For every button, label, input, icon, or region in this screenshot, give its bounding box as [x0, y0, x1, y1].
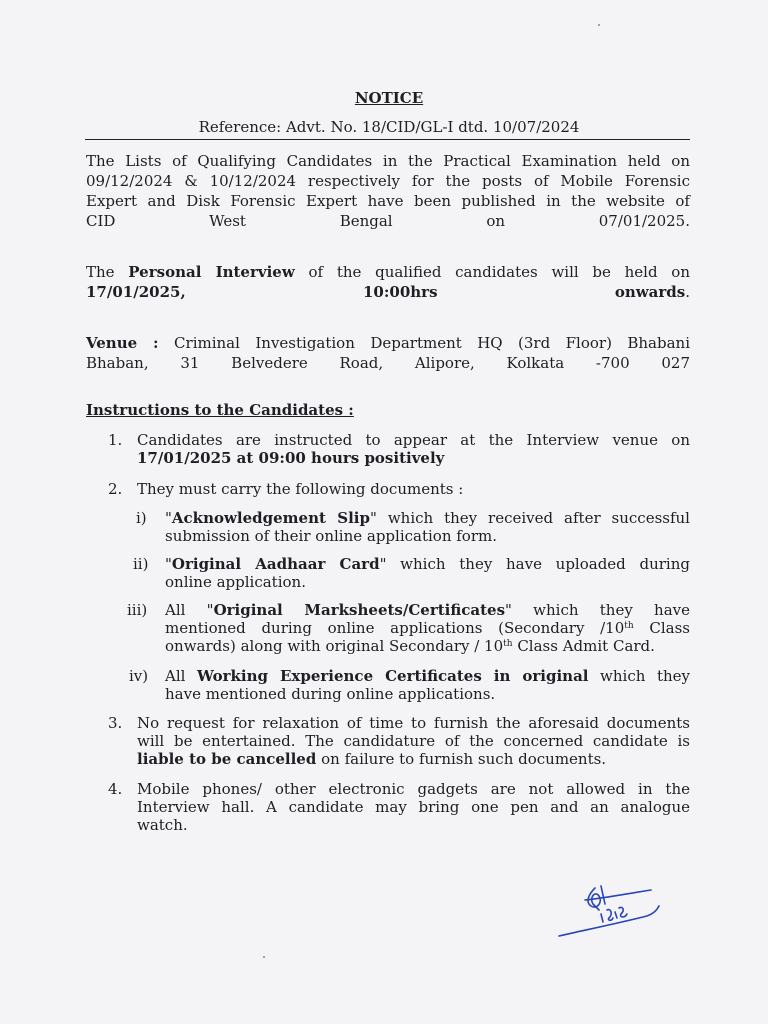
sub-item-line: have mentioned during online applications.	[165, 685, 496, 703]
notice-title: NOTICE	[354, 89, 424, 107]
item-3-line: will be entertained. The candidature of the concerned candidate is	[137, 732, 690, 750]
sub-item-number: iii)	[127, 601, 148, 619]
interview-suffix: .	[685, 283, 690, 301]
item-number: 3.	[108, 714, 123, 732]
sub-item-text: Class	[633, 619, 690, 637]
sub-item-text: " which they received after successful	[370, 509, 690, 527]
sub-item-line	[165, 509, 690, 527]
item-number: 4.	[108, 780, 123, 798]
interview-paragraph	[86, 262, 690, 302]
signature-date-strokes	[601, 907, 627, 922]
item-3-text: on failure to furnish such documents.	[316, 750, 607, 768]
item-1-line: Candidates are instructed to appear at the Interview venue on	[137, 431, 690, 449]
quote: "	[165, 509, 172, 527]
sub-item-pre: All "	[165, 601, 214, 619]
signature-stroke	[601, 886, 605, 904]
item-3-line: No request for relaxation of time to furnish the aforesaid documents	[137, 714, 690, 732]
superscript: th	[503, 639, 513, 649]
sub-item-iv	[165, 667, 690, 703]
interview-line	[86, 262, 690, 282]
sub-item-line: online application.	[165, 573, 306, 591]
item-number: 2.	[108, 480, 123, 498]
sub-item-i	[165, 509, 690, 545]
interview-date: 17/01/2025, 10:00hrs onwards	[86, 283, 686, 301]
sub-item-line	[165, 601, 690, 619]
item-4-line: Mobile phones/ other electronic gadgets are not allowed in the	[137, 780, 690, 798]
intro-line: Expert and Disk Forensic Expert have been published in the website of	[86, 192, 690, 210]
instructions-heading: Instructions to the Candidates :	[86, 401, 354, 419]
superscript: th	[624, 621, 634, 631]
item-number: 1.	[108, 431, 123, 449]
signature-stroke	[585, 890, 651, 900]
interview-term: Personal Interview	[128, 263, 295, 281]
scan-speck	[598, 24, 600, 26]
item-1-bold: 17/01/2025 at 09:00 hours positively	[137, 449, 445, 467]
item-3-bold: liable to be cancelled	[137, 750, 317, 768]
sub-item-line: submission of their online application form.	[165, 527, 497, 545]
sub-item-text: mentioned during online applications (Secondary /10	[165, 619, 625, 637]
intro-line: 09/12/2024 & 10/12/2024 respectively for the posts of Mobile Forensic	[86, 172, 690, 190]
sub-item-line	[165, 667, 690, 685]
item-2-line: They must carry the following documents :	[137, 480, 464, 498]
venue-paragraph	[86, 333, 690, 373]
handwritten-signature	[555, 880, 665, 940]
sub-item-number: i)	[136, 509, 147, 527]
item-4-line: Interview hall. A candidate may bring one pen and an analogue	[137, 798, 690, 816]
sub-item-iii	[165, 601, 690, 655]
item-3-line	[137, 750, 690, 768]
sub-item-line	[165, 637, 690, 655]
venue-address-2: Bhaban, 31 Belvedere Road, Alipore, Kolkata -700 027	[86, 354, 690, 372]
sub-item-text: onwards) along with original Secondary / 10	[165, 637, 504, 655]
sub-item-text: " which they have uploaded during	[379, 555, 690, 573]
reference-line: Reference: Advt. No. 18/CID/GL-I dtd. 10/07/2024	[198, 118, 580, 136]
sub-item-number: iv)	[129, 667, 149, 685]
item-4-line: watch.	[137, 816, 188, 834]
sub-item-text: " which they have	[505, 601, 690, 619]
intro-paragraph	[86, 151, 690, 231]
interview-middle: of the qualified candidates will be held on	[308, 263, 690, 281]
instruction-item-4	[137, 780, 690, 834]
quote: "	[165, 555, 172, 573]
sub-item-text: which they	[588, 667, 690, 685]
header-divider	[85, 139, 690, 140]
sub-item-ii	[165, 555, 690, 591]
intro-line: The Lists of Qualifying Candidates in the Practical Examination held on	[86, 152, 690, 170]
sub-item-bold: Acknowledgement Slip	[171, 509, 370, 527]
instruction-item-3	[137, 714, 690, 768]
venue-label: Venue :	[86, 334, 159, 352]
sub-item-number: ii)	[133, 555, 149, 573]
venue-address-1: Criminal Investigation Department HQ (3rd Floor) Bhabani	[174, 334, 690, 352]
intro-line: CID West Bengal on 07/01/2025.	[86, 212, 690, 230]
venue-line	[86, 333, 690, 353]
instruction-item-1	[137, 431, 690, 467]
sub-item-text: Class Admit Card.	[512, 637, 655, 655]
sub-item-bold: Original Aadhaar Card	[171, 555, 380, 573]
scan-speck	[263, 956, 265, 958]
sub-item-bold: Working Experience Certificates in original	[196, 667, 589, 685]
interview-prefix: The	[86, 263, 115, 281]
sub-item-bold: Original Marksheets/Certificates	[213, 601, 506, 619]
sub-item-line	[165, 555, 690, 573]
sub-item-pre: All	[165, 667, 197, 685]
signature-stroke	[559, 906, 659, 936]
interview-date-line	[86, 282, 690, 302]
sub-item-line	[165, 619, 690, 637]
